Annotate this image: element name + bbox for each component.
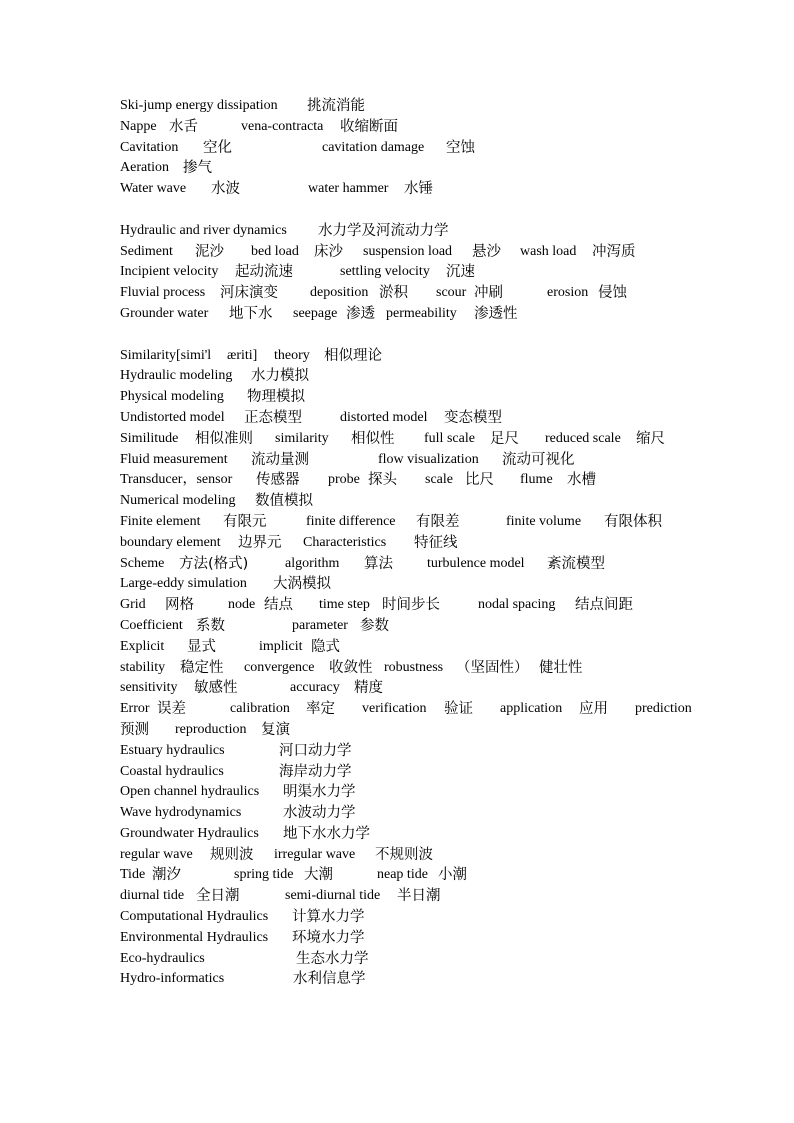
term-zh: 有限体积 [604, 513, 662, 530]
term-zh: 淤积 [379, 285, 408, 302]
term-en: Characteristics [303, 534, 387, 550]
term-zh: 有限差 [416, 513, 460, 530]
term-zh: 冲刷 [474, 285, 503, 302]
term-en: reproduction [175, 721, 247, 737]
term-zh: 水波 [211, 181, 240, 198]
term-en: permeability [386, 305, 457, 321]
term-en: Error [120, 701, 150, 717]
term-en: scale [425, 472, 453, 488]
term-zh: 潮汐 [152, 867, 181, 884]
term-en: Hydraulic and river dynamics [120, 222, 287, 238]
term-zh: 挑流消能 [307, 98, 365, 114]
term-zh: 水利信息学 [293, 971, 366, 988]
term-en: boundary element [120, 534, 221, 550]
term-en: implicit [259, 638, 303, 654]
term-en: Tide [120, 867, 146, 883]
term-phonetic: æriti] [227, 347, 258, 363]
term-en: stability [120, 659, 166, 675]
term-en: semi-diurnal tide [285, 888, 381, 904]
term-en: algorithm [285, 555, 340, 571]
term-zh: 正态模型 [244, 409, 302, 426]
term-zh: 水舌 [169, 118, 198, 135]
term-zh: 时间步长 [382, 597, 440, 614]
term-en: cavitation damage [322, 139, 425, 155]
term-zh: 水力学及河流动力学 [318, 222, 449, 239]
term-en: convergence [244, 659, 315, 675]
glossary-line [120, 512, 720, 533]
term-en: Scheme [120, 555, 165, 571]
term-zh: 水波动力学 [283, 805, 356, 822]
term-zh: 小潮 [438, 867, 467, 884]
term-en: scour [436, 285, 467, 301]
term-en: time step [319, 597, 370, 613]
term-zh: 流动量测 [251, 451, 309, 468]
term-en: Open channel hydraulics [120, 784, 260, 800]
term-zh: 环境水力学 [292, 929, 365, 946]
glossary-line [120, 886, 720, 907]
term-en: reduced scale [545, 430, 621, 446]
term-en: flume [520, 472, 553, 488]
glossary-line [120, 387, 720, 408]
term-zh: 相似性 [351, 430, 395, 447]
term-zh: 参数 [360, 617, 389, 634]
term-en: Groundwater Hydraulics [120, 825, 259, 841]
glossary-line [120, 678, 720, 699]
term-zh: 预测 [120, 721, 149, 738]
glossary-line [120, 928, 720, 949]
glossary-line [120, 138, 720, 159]
term-zh: 误差 [157, 701, 186, 718]
term-zh: 地下水水力学 [283, 825, 370, 842]
term-zh: 物理模拟 [247, 389, 305, 406]
glossary-line [120, 803, 720, 824]
term-zh: 缩尺 [636, 430, 665, 447]
glossary-line [120, 616, 720, 637]
glossary-line [120, 574, 720, 595]
term-en: deposition [310, 285, 369, 301]
term-en: regular wave [120, 846, 193, 862]
term-en: node [228, 597, 256, 613]
term-en: seepage [293, 305, 338, 321]
glossary-line [120, 283, 720, 304]
term-zh: 渗透性 [474, 305, 518, 322]
glossary-line [120, 699, 720, 720]
term-zh: 起动流速 [235, 264, 293, 281]
glossary-line [120, 533, 720, 554]
term-en: wash load [520, 243, 577, 259]
term-zh: 探头 [368, 472, 397, 489]
glossary-line [120, 242, 720, 263]
term-en: Coefficient [120, 617, 183, 633]
term-en: Water wave [120, 181, 187, 197]
term-zh: 大潮 [304, 867, 333, 884]
term-en: diurnal tide [120, 888, 185, 904]
term-en: full scale [424, 430, 475, 446]
glossary-line [120, 429, 720, 450]
term-en: neap tide [377, 867, 428, 883]
term-en: Transducer，sensor [120, 472, 233, 488]
term-zh: 冲泻质 [592, 243, 636, 260]
term-en: Computational Hydraulics [120, 909, 269, 925]
term-zh: 显式 [187, 638, 216, 655]
glossary-line [120, 304, 720, 325]
term-zh: 应用 [579, 701, 608, 718]
glossary-line [120, 221, 720, 242]
term-zh: 足尺 [490, 430, 519, 447]
term-en: nodal spacing [478, 597, 556, 613]
glossary-line [120, 450, 720, 471]
term-zh: 悬沙 [472, 243, 501, 260]
glossary-line [120, 179, 720, 200]
term-en: Incipient velocity [120, 264, 219, 280]
term-en: robustness [384, 659, 444, 675]
term-zh: 网格 [165, 597, 194, 614]
glossary-line [120, 366, 720, 387]
glossary-page [120, 96, 720, 990]
term-en: Explicit [120, 638, 165, 654]
term-en: Ski-jump energy dissipation [120, 98, 278, 113]
glossary-line [120, 346, 720, 367]
term-zh: 结点间距 [575, 597, 633, 614]
glossary-line [120, 782, 720, 803]
term-en: bed load [251, 243, 299, 259]
term-en: Physical modeling [120, 389, 224, 405]
term-en: spring tide [234, 867, 294, 883]
term-en: Environmental Hydraulics [120, 929, 269, 945]
term-zh: 收缩断面 [340, 118, 398, 135]
term-zh: 水槽 [567, 472, 596, 489]
term-en: Sediment [120, 243, 173, 259]
term-en: Eco-hydraulics [120, 950, 205, 966]
term-zh: 半日潮 [397, 888, 441, 905]
term-en: Estuary hydraulics [120, 742, 225, 758]
term-zh: 收敛性 [329, 659, 373, 676]
term-en: Similarity[simi'l [120, 347, 212, 363]
glossary-line [120, 96, 720, 117]
term-en: theory [274, 347, 310, 363]
term-en: Cavitation [120, 139, 179, 155]
term-zh: 敏感性 [194, 680, 238, 697]
glossary-line [120, 408, 720, 429]
term-zh: 海岸动力学 [279, 763, 352, 780]
term-zh: 复演 [261, 721, 290, 738]
glossary-line [120, 554, 720, 575]
term-zh: 泥沙 [195, 243, 224, 260]
glossary-line [120, 865, 720, 886]
term-en: irregular wave [274, 846, 356, 862]
term-zh: 相似准则 [195, 430, 253, 447]
term-en: Grid [120, 597, 146, 613]
glossary-line [120, 824, 720, 845]
glossary-line [120, 845, 720, 866]
term-zh: 掺气 [183, 160, 212, 177]
term-zh: 空化 [203, 139, 232, 156]
glossary-line [120, 491, 720, 512]
term-en: Nappe [120, 118, 157, 134]
term-zh: 算法 [364, 555, 393, 572]
glossary-line [120, 969, 720, 990]
term-en: Aeration [120, 160, 169, 176]
term-zh: 边界元 [238, 534, 282, 551]
term-en: Coastal hydraulics [120, 763, 224, 779]
term-zh: 地下水 [229, 305, 273, 322]
glossary-line [120, 658, 720, 679]
term-en: similarity [275, 430, 329, 446]
term-zh: 河口动力学 [279, 742, 352, 759]
term-en: suspension load [363, 243, 453, 259]
term-zh: 计算水力学 [292, 909, 365, 926]
term-zh: 侵蚀 [598, 285, 627, 302]
term-zh: 系数 [196, 617, 225, 634]
term-en: parameter [292, 617, 348, 633]
glossary-line [120, 470, 720, 491]
term-en: water hammer [308, 181, 389, 197]
glossary-line [120, 741, 720, 762]
term-zh: 流动可视化 [502, 451, 575, 468]
term-zh: 率定 [306, 701, 335, 718]
term-en: Large-eddy simulation [120, 576, 247, 592]
glossary-line [120, 907, 720, 928]
term-en: Wave hydrodynamics [120, 805, 242, 821]
term-zh: 床沙 [314, 243, 343, 260]
term-zh: 空蚀 [446, 139, 475, 156]
term-zh: 渗透 [346, 305, 375, 322]
term-en: sensitivity [120, 680, 178, 696]
term-zh: 验证 [444, 701, 473, 718]
term-en: application [500, 701, 563, 717]
term-zh: 稳定性 [180, 659, 224, 676]
term-en: accuracy [290, 680, 340, 696]
term-zh: 变态模型 [444, 409, 502, 426]
term-zh: 大涡模拟 [273, 576, 331, 593]
term-en: finite difference [306, 513, 396, 529]
term-zh: 传感器 [256, 472, 300, 489]
term-zh: 特征线 [414, 534, 458, 551]
term-zh: 结点 [264, 597, 293, 614]
term-en: distorted model [340, 409, 428, 425]
term-en: settling velocity [340, 264, 430, 280]
glossary-line [120, 262, 720, 283]
term-zh: 河床演变 [220, 285, 278, 302]
term-en: erosion [547, 285, 589, 301]
term-zh: 水力模拟 [251, 368, 309, 385]
term-en: flow visualization [378, 451, 479, 467]
term-zh: 全日潮 [196, 888, 240, 905]
term-en: Hydro-informatics [120, 971, 225, 987]
glossary-line [120, 720, 720, 741]
term-zh: 方法(格式) [179, 555, 249, 572]
term-en: finite volume [506, 513, 582, 529]
term-zh: 有限元 [223, 513, 267, 530]
term-zh: 规则波 [210, 846, 254, 863]
term-zh: 相似理论 [324, 347, 382, 364]
term-en: Finite element [120, 513, 201, 529]
term-en: Numerical modeling [120, 493, 236, 509]
term-en: vena-contracta [241, 118, 324, 134]
term-zh: 沉速 [446, 264, 475, 281]
glossary-line [120, 595, 720, 616]
term-zh: 不规则波 [375, 846, 433, 863]
term-en: Grounder water [120, 305, 209, 321]
glossary-line [120, 949, 720, 970]
term-zh: 比尺 [465, 472, 494, 489]
term-en: Similitude [120, 430, 179, 446]
term-en: Hydraulic modeling [120, 368, 233, 384]
term-en: probe [328, 472, 360, 488]
term-zh: 明渠水力学 [283, 784, 356, 801]
term-en: Undistorted model [120, 409, 225, 425]
term-en: prediction [635, 701, 692, 717]
term-zh: 健壮性 [539, 659, 583, 676]
term-zh: 水锤 [404, 181, 433, 198]
term-en: verification [362, 701, 427, 717]
glossary-line [120, 158, 720, 179]
glossary-line [120, 762, 720, 783]
term-zh: 数值模拟 [255, 493, 313, 510]
term-zh: 生态水力学 [296, 950, 369, 967]
term-zh: （坚固性） [456, 659, 529, 676]
term-en: Fluvial process [120, 285, 206, 301]
term-en: turbulence model [427, 555, 525, 571]
term-en: calibration [230, 701, 290, 717]
term-zh: 隐式 [311, 638, 340, 655]
glossary-line [120, 117, 720, 138]
term-zh: 紊流模型 [547, 555, 605, 572]
glossary-line [120, 637, 720, 658]
term-zh: 精度 [354, 680, 383, 697]
term-en: Fluid measurement [120, 451, 228, 467]
